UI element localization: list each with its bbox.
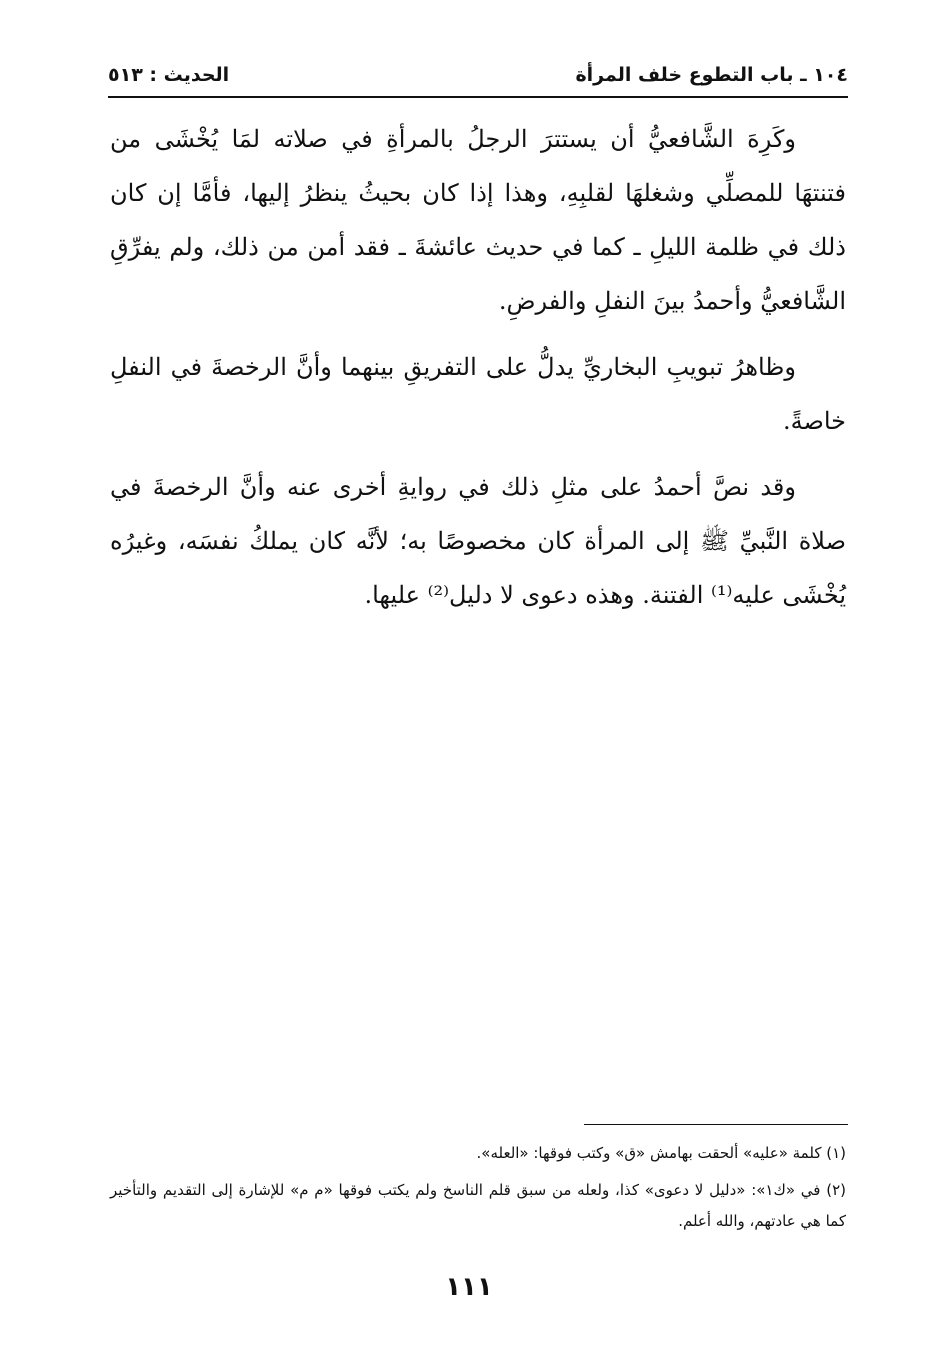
footnote: (١) كلمة «عليه» ألحقت بهامش «ق» وكتب فوقها: «العله». [476,1144,846,1162]
hadith-reference: الحديث : ٥١٣ [108,64,230,86]
footnote: (٢) في «ك١»: «دليل لا دعوى» كذا، ولعله من سبق قلم الناسخ ولم يكتب فوقها «م م» للإشارة إلى التقديم والتأخير كما هي عادتهم، والله أعلم. [110,1181,846,1230]
footnote-divider [584,1124,848,1125]
paragraph: وظاهرُ تبويبِ البخاريِّ يدلُّ على التفريقِ بينهما وأنَّ الرخصةَ في النفلِ خاصةً. [110,353,846,435]
page-number: ١١١ [445,1272,493,1302]
paragraph: وكَرِهَ الشَّافعيُّ أن يستترَ الرجلُ بالمرأةِ في صلاته لمَا يُخْشَى من فتنتهَا للمصلِّي وشغلهَا لقلبِهِ، وهذا إذا كان بحيثُ ينظرُ إليها، فأمَّا إن كان ذلك في ظلمة الليلِ ـ كما في حديث عائشةَ ـ فقد أمن من ذلك، ولم يفرِّقِ الشَّافعيُّ وأحمدُ بينَ النفلِ والفرضِ. [110,125,846,315]
footnotes [110,1138,846,1243]
running-header [108,60,848,96]
header-divider [108,96,848,98]
paragraph: وقد نصَّ أحمدُ على مثلِ ذلك في روايةِ أخرى عنه وأنَّ الرخصةَ في صلاة النَّبيِّ ﷺ إلى المرأة كان مخصوصًا به؛ لأنَّه كان يملكُ نفسَه، وغيرُه يُخْشَى عليه⁽¹⁾ الفتنة. وهذه دعوى لا دليل⁽²⁾ عليها. [110,473,846,609]
main-text [110,112,846,634]
chapter-title: ١٠٤ ـ باب التطوع خلف المرأة [575,64,848,86]
